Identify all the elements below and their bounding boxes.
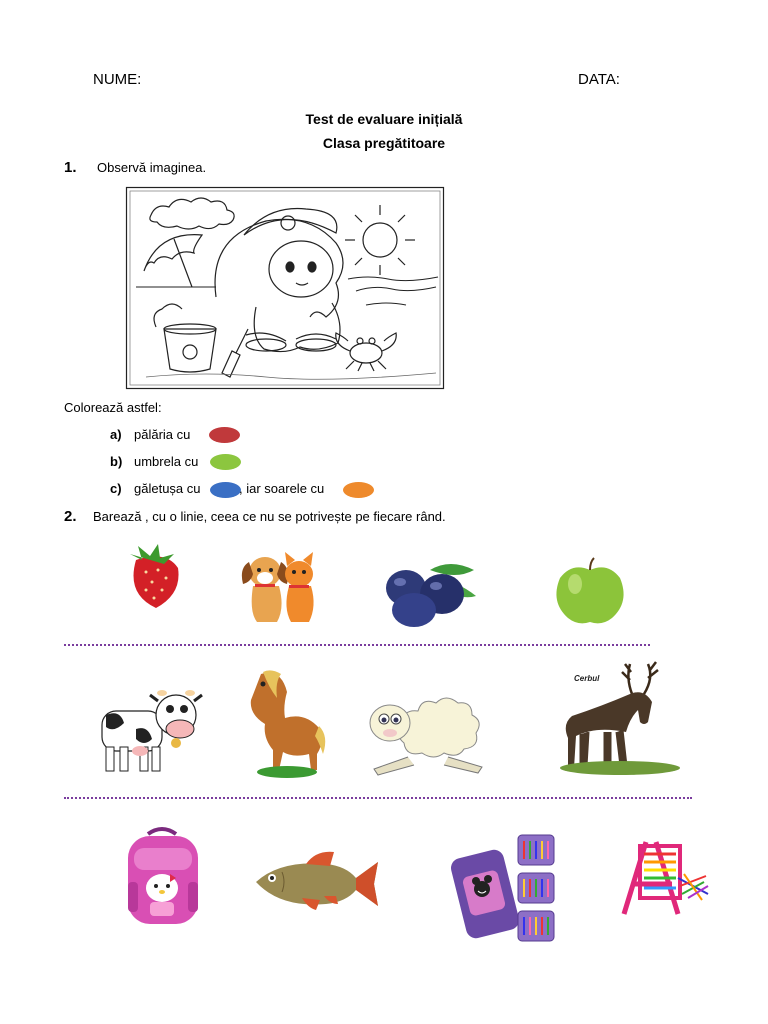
name-label: NUME:: [93, 71, 142, 88]
abacus-image: [618, 838, 710, 918]
row-separator-1: [64, 644, 650, 646]
exercise1-number: 1.: [64, 159, 77, 176]
item-b-letter: b): [110, 454, 123, 469]
horse-image: [247, 668, 329, 780]
page-title: Test de evaluare inițială: [305, 111, 463, 127]
cow-image: [96, 685, 204, 780]
strawberry-image: [122, 540, 184, 610]
deer-image: [558, 660, 682, 778]
green-color-swatch: [210, 454, 241, 470]
blue-color-swatch: [210, 482, 241, 498]
exercise2-number: 2.: [64, 508, 77, 525]
color-instruction: Colorează astfel:: [64, 400, 162, 415]
sheep-image: [368, 695, 488, 777]
coloring-picture: [126, 187, 444, 389]
orange-color-swatch: [343, 482, 374, 498]
red-color-swatch: [209, 427, 240, 443]
item-c-text2: , iar soarele cu: [239, 481, 325, 496]
exercise1-instruction: Observă imaginea.: [97, 160, 207, 175]
backpack-image: [120, 826, 206, 926]
plums-image: [370, 560, 480, 628]
item-b-text: umbrela cu: [134, 454, 199, 469]
pencil-case-image: [456, 833, 560, 943]
date-label: DATA:: [578, 71, 620, 88]
dog-and-cat-image: [235, 550, 325, 626]
row-separator-2: [64, 797, 692, 799]
item-a-letter: a): [110, 427, 122, 442]
page-subtitle: Clasa pregătitoare: [322, 135, 446, 151]
item-c-letter: c): [110, 481, 122, 496]
fish-image: [252, 848, 382, 916]
item-c-text: găletușa cu: [134, 481, 201, 496]
deer-caption: Cerbul: [574, 674, 600, 683]
apple-image: [555, 558, 625, 626]
exercise2-instruction: Barează , cu o linie, ceea ce nu se potrivește pe fiecare rând.: [93, 509, 446, 524]
item-a-text: pălăria cu: [134, 427, 191, 442]
